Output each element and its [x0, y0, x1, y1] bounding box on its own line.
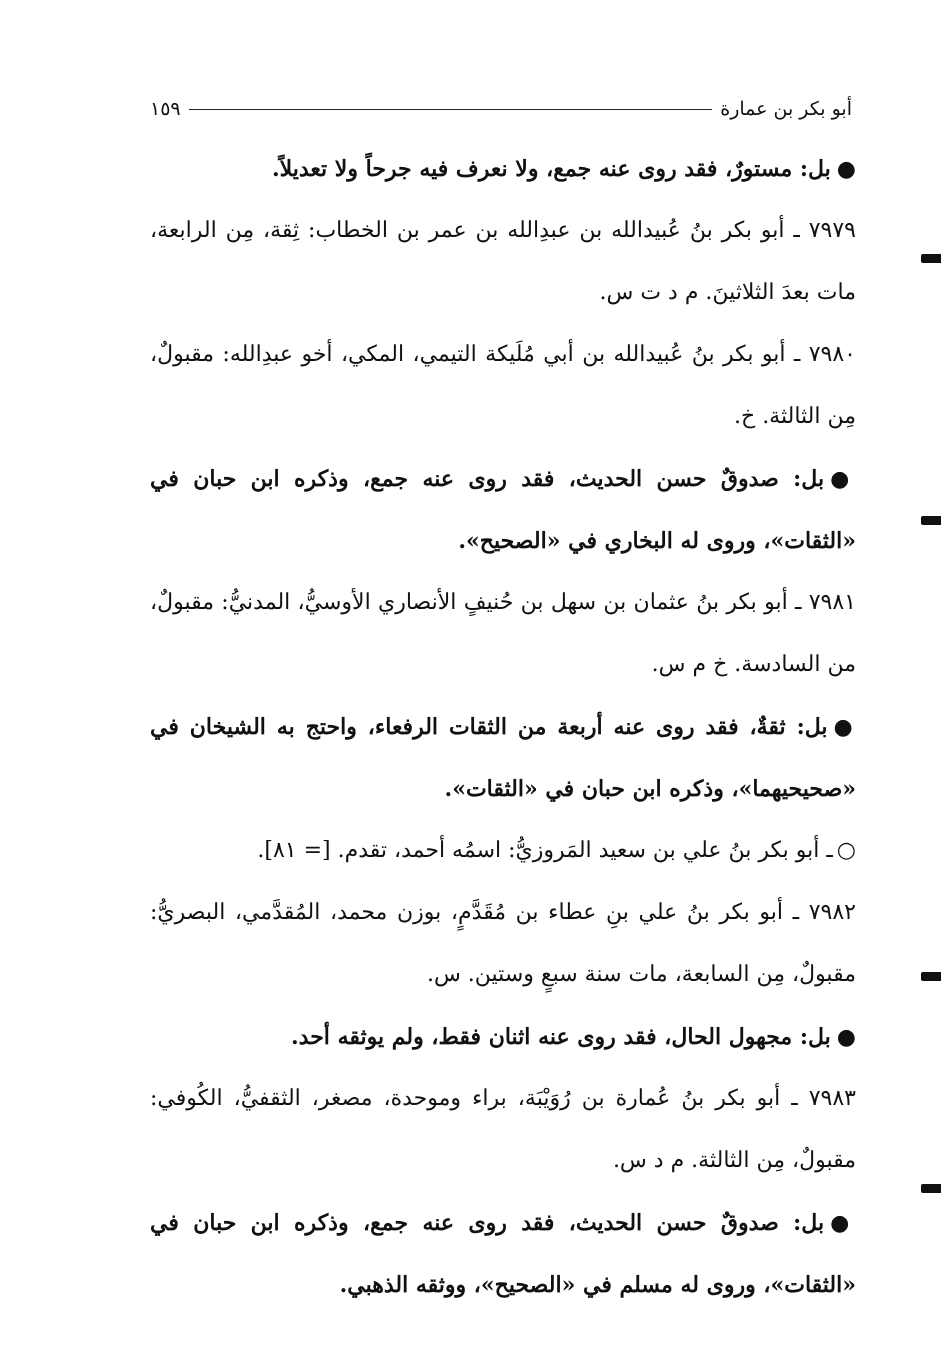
circle-icon: ○ — [836, 838, 856, 863]
bullet-icon: ● — [836, 1024, 856, 1050]
bullet-icon: ● — [833, 714, 856, 740]
entry-paragraph — [150, 324, 856, 448]
header-rule — [189, 109, 713, 110]
paragraph-text: ٧٩٨٣ ـ أبو بكر بنُ عُمارة بن رُوَيْبَة، براء وموحدة، مصغر، الثقفيُّ، الكُوفي: مقبولٌ، مِن الثالثة. م د س. — [150, 1086, 856, 1173]
comment-paragraph — [150, 448, 856, 572]
bullet-icon: ● — [830, 1210, 856, 1236]
page-body — [150, 138, 856, 1316]
scan-edge-mark — [921, 516, 941, 525]
paragraph-text: ٧٩٨٠ ـ أبو بكر بنُ عُبيدالله بن أبي مُلَيكة التيمي، المكي، أخو عبدِالله: مقبولٌ، مِن الثالثة. خ. — [150, 342, 856, 429]
scan-edge-mark — [921, 972, 941, 981]
page-number: ١٥٩ — [150, 98, 181, 120]
comment-paragraph — [150, 138, 856, 200]
paragraph-text: بل: مجهول الحال، فقد روى عنه اثنان فقط، ولم يوثقه أحد. — [291, 1024, 831, 1050]
paragraph-text: ٧٩٧٩ ـ أبو بكر بنُ عُبيدالله بن عبدِالله بن عمر بن الخطاب: ثِقة، مِن الرابعة، مات بعدَ الثلاثينَ. م د ت س. — [150, 218, 856, 305]
comment-paragraph — [150, 1192, 856, 1316]
paragraph-text: ٧٩٨٢ ـ أبو بكر بنُ علي بنِ عطاء بن مُقَدَّمٍ، بوزن محمد، المُقدَّمي، البصريُّ: مقبولٌ، مِن السابعة، مات سنة سبعٍ وستين. س. — [150, 900, 856, 987]
paragraph-text: بل: صدوقٌ حسن الحديث، فقد روى عنه جمع، وذكره ابن حبان في «الثقات»، وروى له مسلم في «الصحيح»، ووثقه الذهبي. — [150, 1210, 856, 1298]
paragraph-text: ـ أبو بكر بنُ علي بن سعيد المَروزيُّ: اسمُه أحمد، تقدم. [= ٨١]. — [257, 838, 833, 863]
entry-paragraph — [150, 200, 856, 324]
running-header — [150, 92, 852, 126]
entry-paragraph — [150, 882, 856, 1006]
paragraph-text: بل: صدوقٌ حسن الحديث، فقد روى عنه جمع، وذكره ابن حبان في «الثقات»، وروى له البخاري في «الصحيح». — [150, 466, 856, 554]
scan-edge-mark — [921, 1184, 941, 1193]
comment-paragraph — [150, 696, 856, 820]
paragraph-text: بل: ثقةٌ، فقد روى عنه أربعة من الثقات الرفعاء، واحتج به الشيخان في «صحيحيهما»، وذكره ابن حبان في «الثقات». — [150, 714, 856, 802]
bullet-icon: ● — [836, 156, 856, 182]
entry-paragraph — [150, 572, 856, 696]
entry-paragraph — [150, 1068, 856, 1192]
cross-reference-paragraph — [150, 820, 856, 882]
comment-paragraph — [150, 1006, 856, 1068]
bullet-icon: ● — [830, 466, 856, 492]
scan-edge-mark — [921, 254, 941, 263]
running-title: أبو بكر بن عمارة — [720, 98, 852, 120]
paragraph-text: بل: مستورٌ، فقد روى عنه جمع، ولا نعرف فيه جرحاً ولا تعديلاً. — [271, 156, 831, 182]
paragraph-text: ٧٩٨١ ـ أبو بكر بنُ عثمان بن سهل بن حُنيفٍ الأنصاري الأوسيُّ، المدنيُّ: مقبولٌ، من السادسة. خ م س. — [150, 590, 856, 677]
